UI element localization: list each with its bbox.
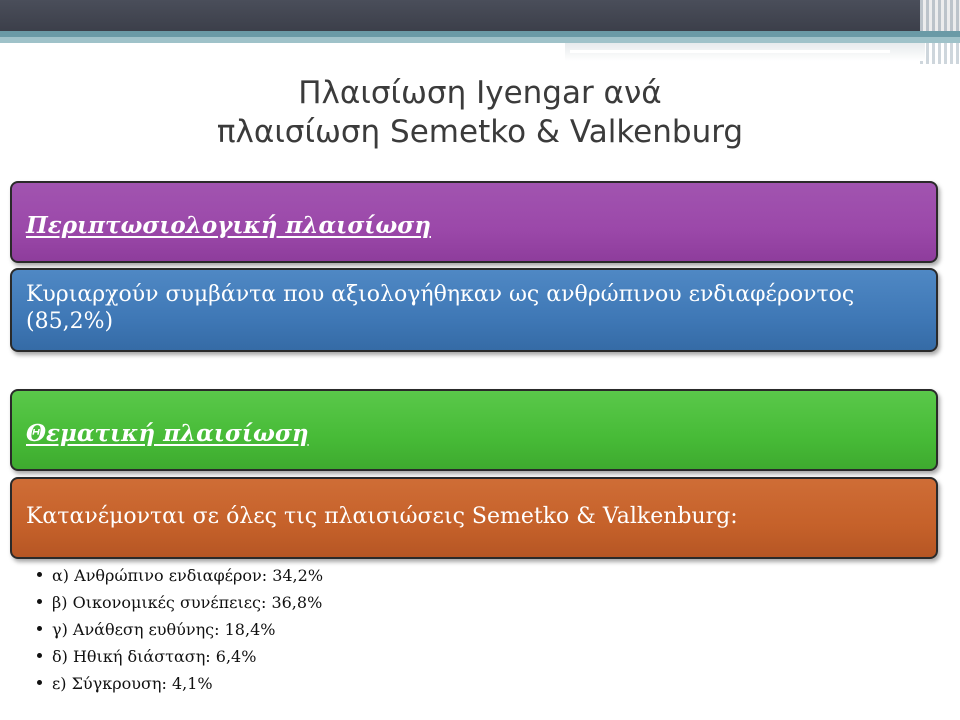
white-accent-rule <box>570 50 890 53</box>
bullet-icon <box>37 599 42 604</box>
framing-distribution-list <box>37 566 323 701</box>
list-item <box>37 647 323 674</box>
case-framing-heading-block <box>10 181 938 263</box>
slide-title <box>130 74 830 152</box>
bullet-icon <box>37 626 42 631</box>
list-item-text: γ) Ανάθεση ευθύνης: 18,4% <box>52 620 276 639</box>
thematic-framing-heading-block <box>10 389 938 471</box>
list-item-text: ε) Σύγκρουση: 4,1% <box>52 674 213 693</box>
slide-title-line-2: πλαισίωση Semetko & Valkenburg <box>216 114 744 150</box>
list-item-text: α) Ανθρώπινο ενδιαφέρον: 34,2% <box>52 566 324 585</box>
bullet-icon <box>37 572 42 577</box>
case-framing-description: Κυριαρχούν συμβάντα που αξιολογήθηκαν ως ανθρώπινου ενδιαφέροντος (85,2%) <box>26 282 855 334</box>
thematic-framing-description-block <box>10 477 938 559</box>
case-framing-heading: Περιπτωσιολογική πλαισίωση <box>26 211 431 239</box>
thematic-framing-heading: Θεματική πλαισίωση <box>26 419 309 447</box>
bullet-icon <box>37 653 42 658</box>
slide-title-line-1: Πλαισίωση Iyengar ανά <box>298 75 662 111</box>
list-item <box>37 674 323 701</box>
case-framing-description-block <box>10 268 938 352</box>
top-decorative-band <box>0 0 960 31</box>
list-item <box>37 593 323 620</box>
list-item-text: β) Οικονομικές συνέπειες: 36,8% <box>52 593 323 612</box>
list-item <box>37 620 323 647</box>
bullet-icon <box>37 680 42 685</box>
list-item-text: δ) Ηθική διάσταση: 6,4% <box>52 647 257 666</box>
list-item <box>37 566 323 593</box>
thematic-framing-description: Κατανέμονται σε όλες τις πλαισιώσεις Semetko & Valkenburg: <box>26 503 738 529</box>
